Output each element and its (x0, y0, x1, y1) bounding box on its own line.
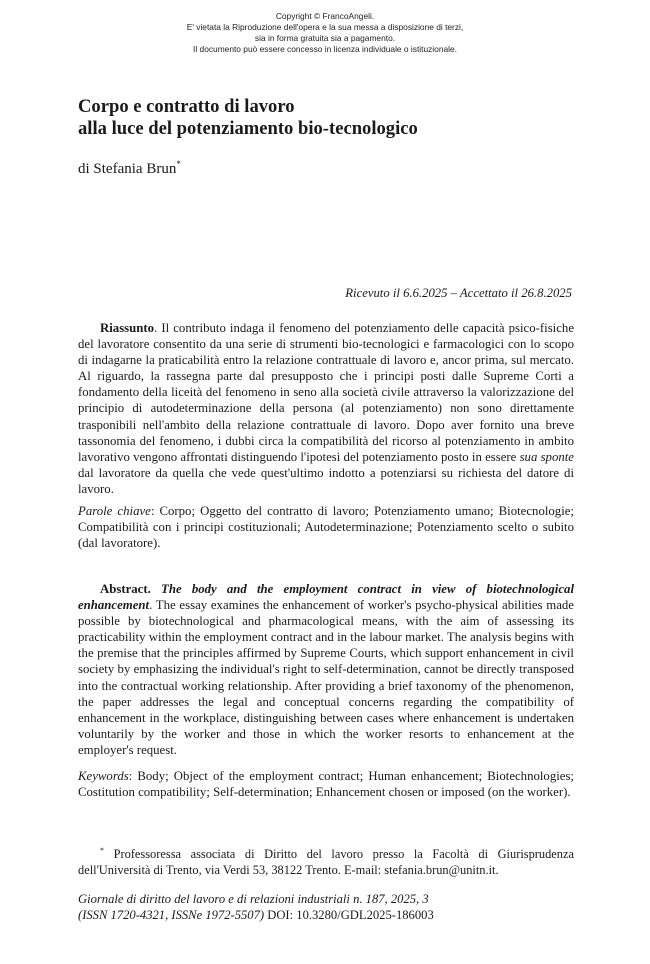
parole-chiave-label: Parole chiave (78, 504, 151, 518)
footnote-marker: * (100, 846, 104, 855)
riassunto-text-2: dal lavoratore da quella che vede quest'ultimo indotto a potenziarsi su richiesta del datore di lavoro. (78, 465, 574, 496)
title-line-1: Corpo e contratto di lavoro (78, 96, 295, 117)
footnote-text: Professoressa associata di Diritto del lavoro presso la Facoltà di Giurisprudenza dell'Università di Trento, via Verdi 53, 38122 Trento. E-mail: stefania.brun@unitn.it. (78, 847, 574, 877)
riassunto-label: Riassunto (100, 321, 155, 335)
copyright-notice (0, 11, 650, 55)
abstract-text: . The essay examines the enhancement of worker's psycho-physical abilities made possible by biotechnological and pharmacological means, with the aim of assessing its practicability within the employment contract and in the labour market. The analysis begins with the premise that the principles affirmed by Supreme Courts, which support enhancement in civil society by emphasizing the individual's right to self-determination, cannot be directly transposed into the contractual working relationship. After providing a brief taxonomy of the phenomenon, the paper addresses the legal and conceptual concerns regarding the compatibility of enhancement in the workplace, distinguishing between cases where enhancement is undertaken voluntarily by the worker and those in which the worker resorts to enhancement at the employer's request. (78, 598, 574, 757)
keywords-label: Keywords (78, 769, 129, 783)
journal-doi[interactable]: DOI: 10.3280/GDL2025-186003 (264, 908, 434, 922)
received-accepted-dates: Ricevuto il 6.6.2025 – Accettato il 26.8.2025 (345, 286, 572, 300)
riassunto-paragraph (78, 320, 574, 497)
abstract-title: The body and the employment contract in view of biotechnological enhancement (78, 582, 574, 613)
author-footnote-marker[interactable]: * (176, 159, 181, 169)
journal-citation (78, 891, 574, 923)
copyright-line: Copyright © FrancoAngeli. (275, 11, 375, 21)
riassunto-section (78, 320, 574, 497)
parole-chiave-text: : Corpo; Oggetto del contratto di lavoro; Potenziamento umano; Biotecnologie; Compatibilità con i principi costituzionali; Autodeterminazione; Potenziamento scelto o subito (dal lavoratore). (78, 504, 574, 551)
author-byline (78, 160, 181, 178)
copyright-line: E' vietata la Riproduzione dell'opera e la sua messa a disposizione di terzi, (186, 22, 464, 32)
author-footnote (78, 846, 574, 878)
article-title (78, 96, 578, 140)
copyright-line: Il documento può essere concesso in licenza individuale o istituzionale. (193, 44, 457, 54)
author-name: di Stefania Brun (78, 161, 177, 177)
parole-chiave-paragraph (78, 503, 574, 551)
title-line-2: alla luce del potenziamento bio-tecnologico (78, 118, 418, 139)
keywords-text: : Body; Object of the employment contract; Human enhancement; Biotechnologies; Costitution compatibility; Self-determination; Enhancement chosen or imposed (on the worker). (78, 769, 574, 800)
parole-chiave-section (78, 503, 574, 551)
abstract-paragraph (78, 581, 574, 758)
footnote-paragraph (78, 846, 574, 878)
keywords-section (78, 768, 574, 800)
abstract-label: Abstract. (100, 582, 151, 596)
copyright-line: sia in forma gratuita sia a pagamento. (254, 33, 396, 43)
journal-identifiers (78, 907, 574, 923)
keywords-paragraph (78, 768, 574, 800)
abstract-section (78, 581, 574, 758)
journal-name: Giornale di diritto del lavoro e di relazioni industriali n. 187, 2025, 3 (78, 892, 429, 906)
journal-issn: (ISSN 1720-4321, ISSNe 1972-5507) (78, 908, 265, 922)
riassunto-text-1: . Il contributo indaga il fenomeno del potenziamento delle capacità psico-fisiche del lavoratore consentito da una serie di strumenti bio-tecnologici e farmacologici con lo scopo di indagarne la praticabilità entro la relazione contrattuale di lavoro e, ancor prima, sul mercato. Al riguardo, la rassegna parte dal presupposto che i principi posti dalle Supreme Corti a fondamento della liceità del fenomeno in seno alla società civile attraverso la valorizzazione del principio di autodeterminazione della persona (al potenziamento) non sono direttamente trasponibili nell'ambito della relazione contrattuale di lavoro. Dopo aver fornito una breve tassonomia del fenomeno, i dubbi circa la compatibilità del ricorso al potenziamento in ambito lavorativo vengono affrontati distinguendo l'ipotesi del potenziamento posto in essere (78, 321, 574, 464)
riassunto-emphasis: sua sponte (519, 449, 574, 464)
